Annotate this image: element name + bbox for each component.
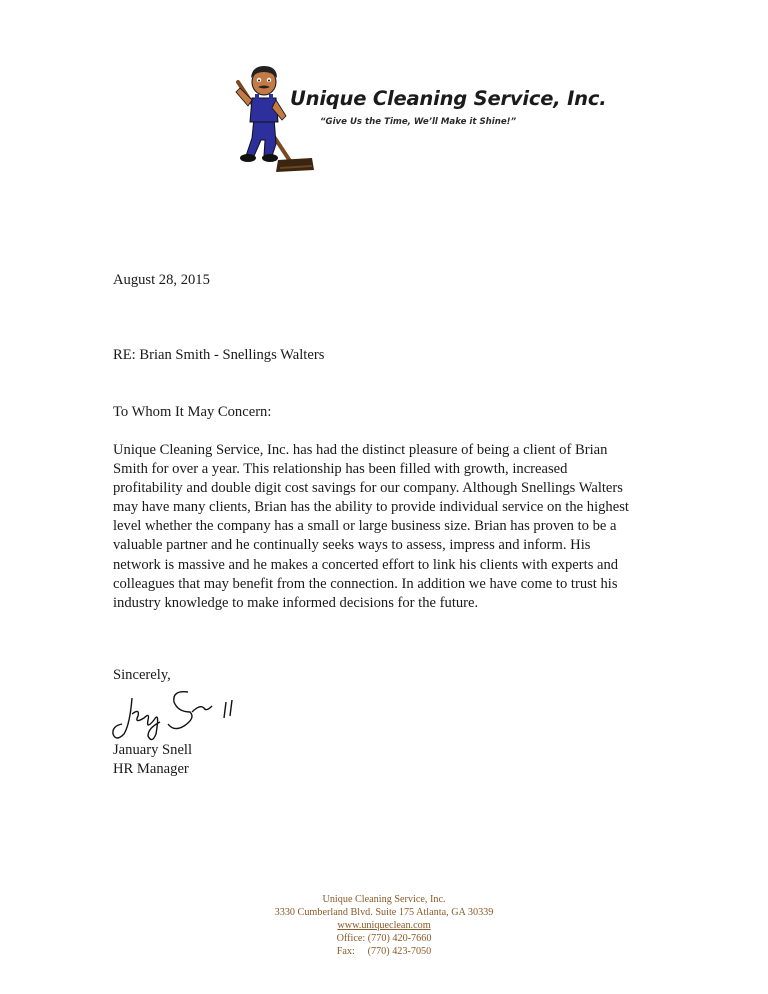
footer-office-phone: Office: (770) 420-7660 — [336, 933, 432, 944]
body-line: Smith for over a year. This relationship has been filled with growth, increased — [113, 461, 568, 478]
body-line: may have many clients, Brian has the ability to provide individual service on the highest — [113, 499, 629, 516]
salutation: To Whom It May Concern: — [113, 404, 272, 420]
body-line: industry knowledge to make informed decisions for the future. — [113, 594, 479, 611]
company-logo-name: Unique Cleaning Service, Inc. — [290, 87, 607, 110]
footer-website-link[interactable]: www.uniqueclean.com — [337, 920, 431, 931]
footer-company: Unique Cleaning Service, Inc. — [322, 894, 446, 905]
footer-fax: Fax: (770) 423-7050 — [336, 946, 432, 957]
company-tagline: “Give Us the Time, We’ll Make it Shine!” — [320, 117, 517, 127]
signer-title: HR Manager — [113, 761, 189, 777]
body-line: network is massive and he makes a concerted effort to link his clients with experts and — [113, 556, 619, 573]
footer-contact — [0, 893, 768, 958]
janitor-mascot-icon — [228, 60, 318, 182]
re-line: RE: Brian Smith - Snellings Walters — [113, 347, 325, 363]
body-line: colleagues that may benefit from the connection. In addition we have come to trust his — [113, 575, 618, 592]
body-line: Unique Cleaning Service, Inc. has had the distinct pleasure of being a client of Brian — [113, 442, 608, 458]
closing: Sincerely, — [113, 667, 171, 683]
letterhead-logo — [228, 60, 607, 182]
body-line: level whether the company has a small or large business size. Brian has proven to be a — [113, 518, 617, 535]
letter-date: August 28, 2015 — [113, 272, 210, 288]
letter-body — [113, 441, 653, 613]
signer-name: January Snell — [113, 742, 193, 758]
body-line: profitability and double digit cost savings for our company. Although Snellings Walters — [113, 480, 623, 497]
body-line: valuable partner and he continually seeks ways to assess, impress and inform. His — [113, 537, 591, 554]
footer-address: 3330 Cumberland Blvd. Suite 175 Atlanta, GA 30339 — [274, 907, 494, 918]
handwritten-signature — [108, 684, 248, 746]
